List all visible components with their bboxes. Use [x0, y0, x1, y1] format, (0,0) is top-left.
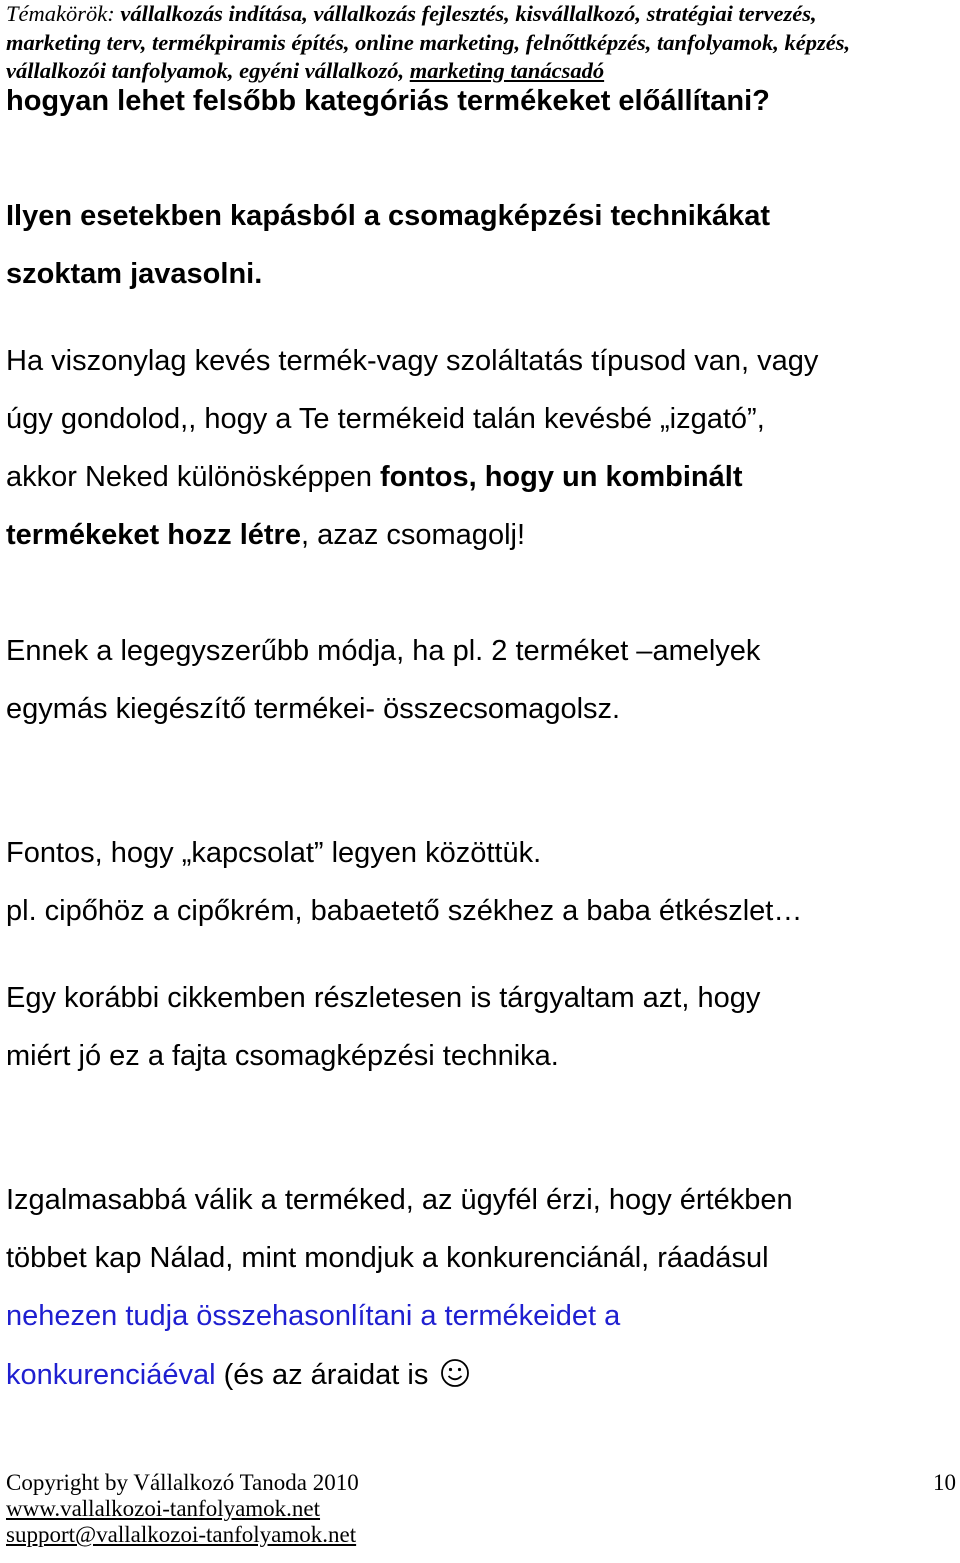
paragraph-1-line-3-bold: fontos, hogy un kombinált	[380, 461, 743, 493]
paragraph-1-line-4	[6, 519, 525, 552]
topics-line3-text: vállalkozói tanfolyamok, egyéni vállalkozó,	[6, 58, 405, 83]
page-number: 10	[933, 1470, 956, 1495]
paragraph-1-line-4-bold: termékeket hozz létre	[6, 519, 301, 551]
topics-line-2: marketing terv, termékpiramis építés, online marketing, felnőttképzés, tanfolyamok, képzés,	[6, 29, 851, 55]
paragraph-1-line-1: Ha viszonylag kevés termék-vagy szoláltatás típusod van, vagy	[6, 345, 819, 377]
paragraph-1-line-4-text: , azaz csomagolj!	[300, 519, 526, 551]
question-heading: hogyan lehet felsőbb kategóriás termékeket előállítani?	[6, 85, 770, 117]
paragraph-3-line-1: Fontos, hogy „kapcsolat” legyen közöttük.	[6, 837, 542, 869]
paragraph-5-line-2: többet kap Nálad, mint mondjuk a konkurenciánál, ráadásul	[6, 1242, 769, 1274]
paragraph-5-line-1: Izgalmasabbá válik a terméked, az ügyfél érzi, hogy értékben	[6, 1184, 793, 1216]
topics-label: Témakörök:	[6, 1, 115, 26]
paragraph-3-line-2: pl. cipőhöz a cipőkrém, babaetető székhez a baba étkészlet…	[6, 895, 803, 927]
smiley-face-icon	[440, 1358, 470, 1396]
topics-line-3	[6, 57, 956, 86]
topics-line-1	[6, 0, 956, 29]
answer-line-2: szoktam javasolni.	[6, 258, 263, 290]
paragraph-4-line-2: miért jó ez a fajta csomagképzési technika.	[6, 1040, 559, 1072]
answer-line-1: Ilyen esetekben kapásból a csomagképzési technikákat	[6, 200, 771, 232]
paragraph-5-line-4-blue: konkurenciáéval	[6, 1359, 216, 1391]
footer-email-link[interactable]: support@vallalkozoi-tanfolyamok.net	[6, 1522, 357, 1547]
marketing-tanacsado-link[interactable]: marketing tanácsadó	[409, 58, 605, 83]
paragraph-2-line-1: Ennek a legegyszerűbb módja, ha pl. 2 terméket –amelyek	[6, 635, 761, 667]
footer	[6, 1470, 956, 1548]
paragraph-4-line-1: Egy korábbi cikkemben részletesen is tárgyaltam azt, hogy	[6, 982, 761, 1014]
paragraph-5-line-4	[6, 1358, 470, 1396]
topics-line1-text: vállalkozás indítása, vállalkozás fejlesztés, kisvállalkozó, stratégiai tervezés,	[120, 1, 817, 26]
paragraph-1-line-3-text: akkor Neked különösképpen	[6, 461, 381, 493]
paragraph-1-line-2: úgy gondolod,, hogy a Te termékeid talán kevésbé „izgató”,	[6, 403, 765, 435]
paragraph-5-line-4-text: (és az áraidat is	[215, 1359, 429, 1391]
topics-header	[6, 0, 956, 86]
paragraph-2-line-2: egymás kiegészítő termékei- összecsomagolsz.	[6, 693, 621, 725]
paragraph-5-line-3: nehezen tudja összehasonlítani a termékeidet a	[6, 1300, 621, 1332]
footer-copyright: Copyright by Vállalkozó Tanoda 2010	[6, 1470, 359, 1495]
paragraph-1-line-3	[6, 461, 743, 494]
footer-website-link[interactable]: www.vallalkozoi-tanfolyamok.net	[6, 1496, 321, 1521]
